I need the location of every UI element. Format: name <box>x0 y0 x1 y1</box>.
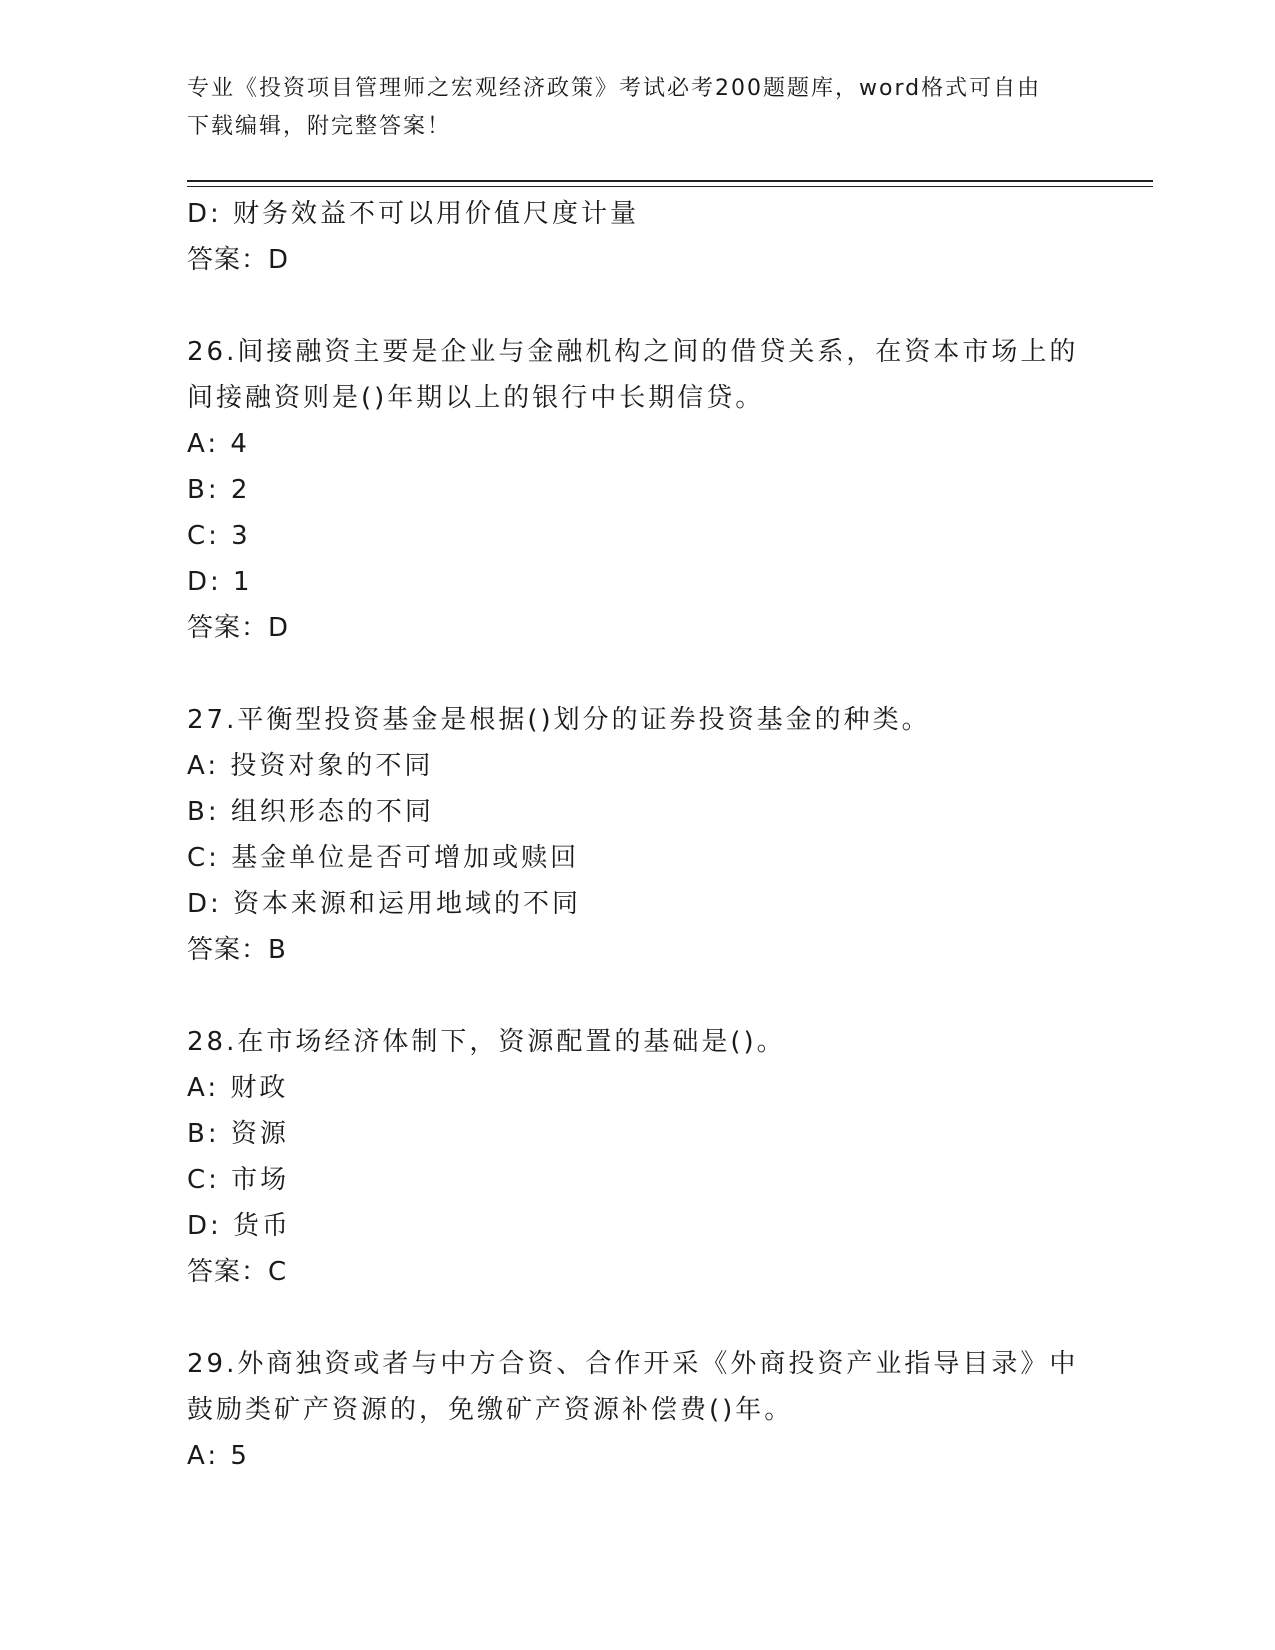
document-header <box>187 70 1087 146</box>
question-stem: 间接融资则是()年期以上的银行中长期信贷。 <box>187 383 765 413</box>
header-divider-thin <box>187 186 1153 187</box>
previous-question-tail <box>187 191 1107 283</box>
option-a: A: 4 <box>187 429 250 459</box>
header-line-2: 下载编辑，附完整答案！ <box>187 114 452 139</box>
option-b: B: 资源 <box>187 1119 289 1149</box>
question-27 <box>187 697 1107 973</box>
option-c: C: 基金单位是否可增加或赎回 <box>187 843 580 873</box>
question-26 <box>187 329 1107 651</box>
option-c: C: 3 <box>187 521 251 551</box>
option-d: D: 资本来源和运用地域的不同 <box>187 889 582 919</box>
option-c: C: 市场 <box>187 1165 290 1195</box>
answer: 答案：D <box>187 245 290 275</box>
answer: 答案：C <box>187 1257 288 1287</box>
option-d: D: 货币 <box>187 1211 292 1241</box>
option-b: B: 2 <box>187 475 251 505</box>
answer: 答案：B <box>187 935 287 965</box>
question-stem: 29.外商独资或者与中方合资、合作开采《外商投资产业指导目录》中 <box>187 1349 1079 1379</box>
document-body <box>187 191 1107 1479</box>
option-a: A: 财政 <box>187 1073 289 1103</box>
option-b: B: 组织形态的不同 <box>187 797 434 827</box>
question-29 <box>187 1341 1107 1479</box>
answer: 答案：D <box>187 613 290 643</box>
question-28 <box>187 1019 1107 1295</box>
option-d: D: 财务效益不可以用价值尺度计量 <box>187 199 640 229</box>
option-d: D: 1 <box>187 567 253 597</box>
question-stem: 27.平衡型投资基金是根据()划分的证券投资基金的种类。 <box>187 705 931 735</box>
option-a: A: 投资对象的不同 <box>187 751 434 781</box>
question-stem: 鼓励类矿产资源的，免缴矿产资源补偿费()年。 <box>187 1395 794 1425</box>
question-stem: 28.在市场经济体制下，资源配置的基础是()。 <box>187 1027 786 1057</box>
header-line-1: 专业《投资项目管理师之宏观经济政策》考试必考200题题库，word格式可自由 <box>187 76 1042 101</box>
header-divider-thick <box>187 180 1153 182</box>
option-a: A: 5 <box>187 1441 250 1471</box>
question-stem: 26.间接融资主要是企业与金融机构之间的借贷关系，在资本市场上的 <box>187 337 1079 367</box>
